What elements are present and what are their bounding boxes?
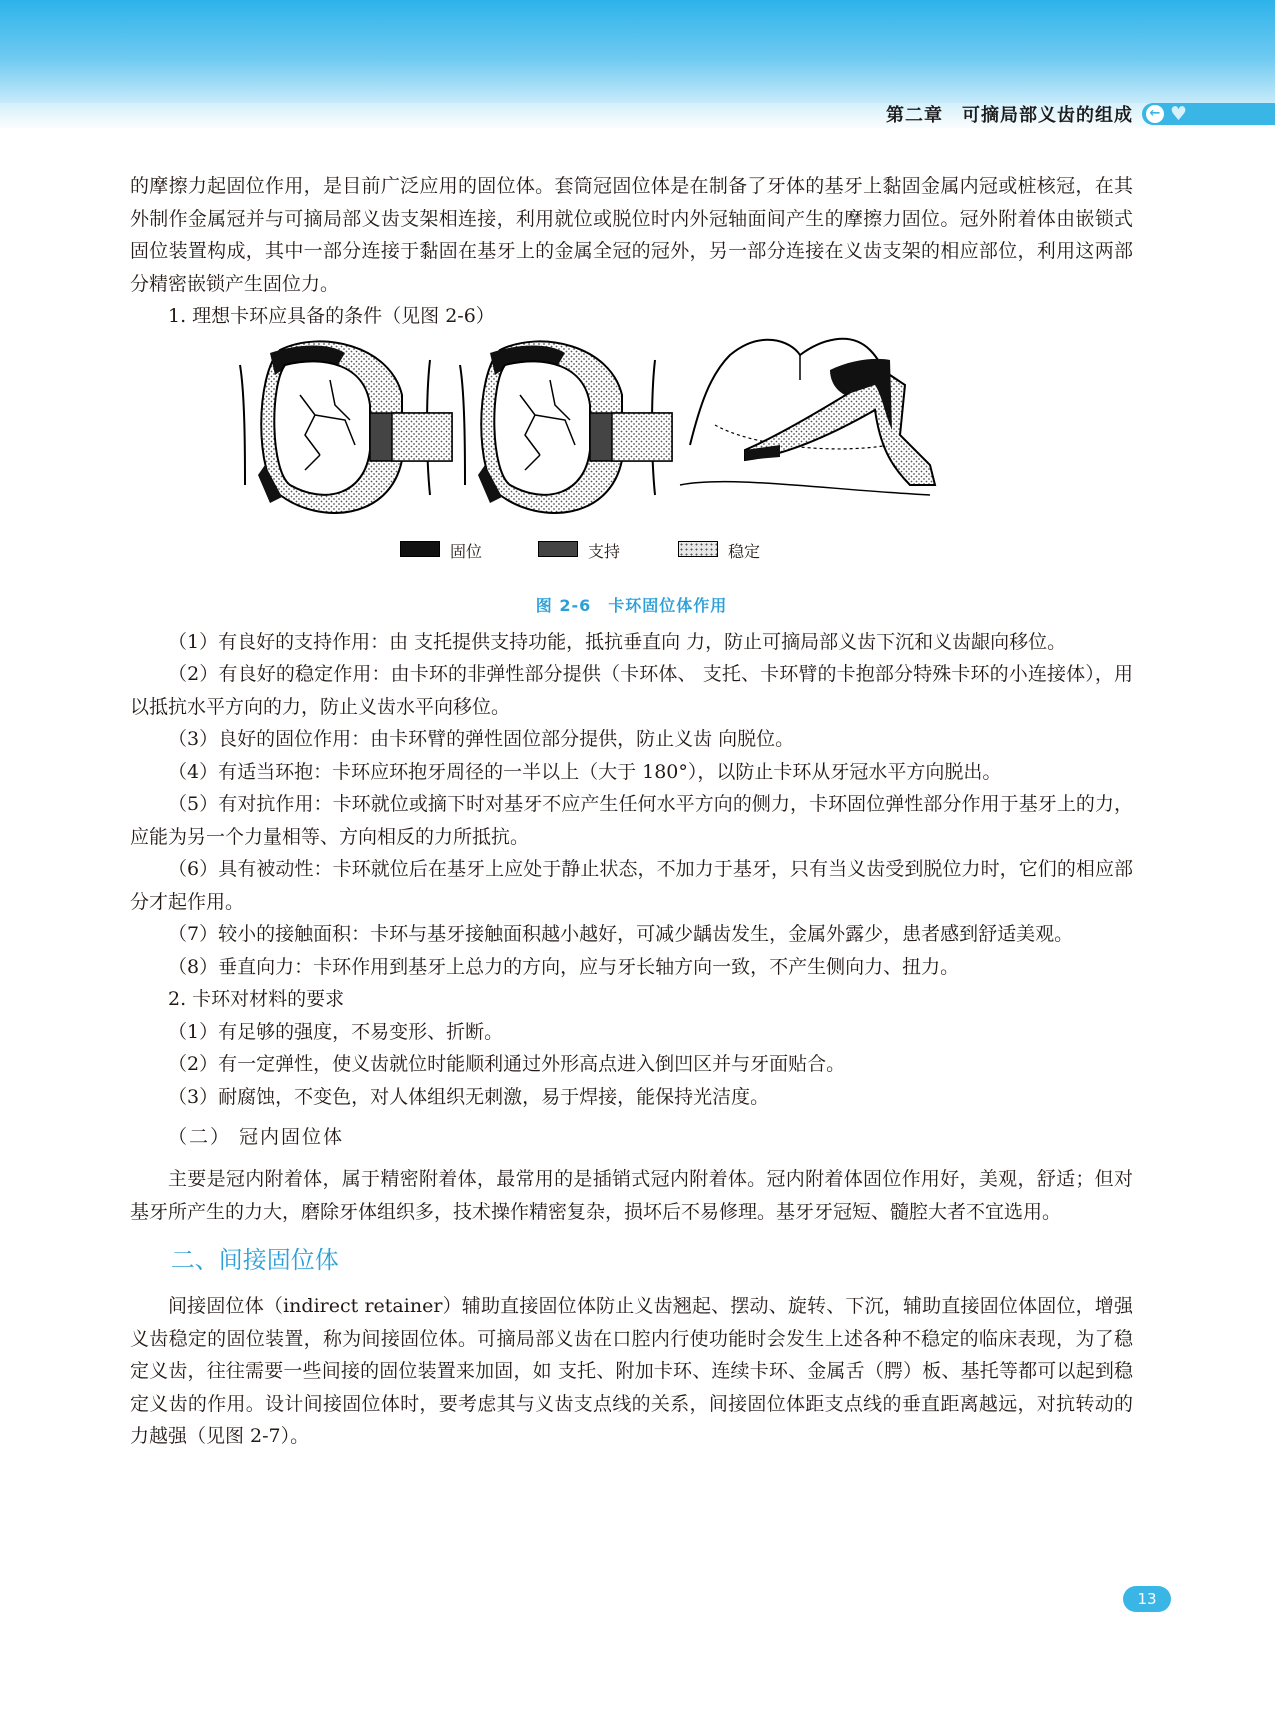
- list-heading-materials: 2. 卡环对材料的要求: [168, 988, 345, 1010]
- list-item: （2）有良好的稳定作用：由卡环的非弹性部分提供（卡环体、 支托、卡环臂的卡抱部分特殊卡环的小连接体），用以抵抗水平方向的力，防止义齿水平向移位。: [130, 663, 1133, 718]
- legend-label-support: 支持: [588, 541, 621, 561]
- list-item: （3）耐腐蚀，不变色，对人体组织无刺激，易于焊接，能保持光洁度。: [168, 1085, 770, 1108]
- list-item: （1）有良好的支持作用：由 支托提供支持功能，抵抗垂直向 力，防止可摘局部义齿下沉和义齿龈向移位。: [168, 630, 1067, 653]
- tooth-side-view: [680, 338, 935, 494]
- tooth-diagram-1: [240, 341, 452, 513]
- legend-swatch-support: [538, 541, 578, 557]
- paragraph-friction: 的摩擦力起固位作用，是目前广泛应用的固位体。套筒冠固位体是在制备了牙体的基牙上黏固金属内冠或桩核冠，在其外制作金属冠并与可摘局部义齿支架相连接，利用就位或脱位时内外冠轴面间产生的摩擦力固位。冠外附着体由嵌锁式固位装置构成，其中一部分连接于黏固在基牙上的金属全冠的冠外，另一部分连接在义齿支架的相应部位，利用这两部分精密嵌锁产生固位力。: [130, 175, 1133, 295]
- figure-caption: 图 2-6 卡环固位体作用: [535, 595, 728, 615]
- subheading-intracoronal: （二） 冠内固位体: [168, 1126, 345, 1148]
- list-heading-clasp-conditions: 1. 理想卡环应具备的条件（见图 2-6）: [168, 305, 495, 327]
- section-heading-indirect-retainer: 二、间接固位体: [170, 1246, 339, 1274]
- legend-label-retention: 固位: [450, 541, 483, 561]
- back-arrow-icon[interactable]: ←: [1146, 105, 1164, 123]
- list-item: （6）具有被动性：卡环就位后在基牙上应处于静止状态，不加力于基牙，只有当义齿受到脱位力时，它们的相应部分才起作用。: [130, 858, 1133, 913]
- chapter-title: 第二章 可摘局部义齿的组成: [886, 105, 1133, 126]
- heart-icon: ♥: [1170, 103, 1188, 125]
- tooth-diagram-2: [460, 341, 672, 513]
- legend-swatch-stability: [678, 541, 718, 557]
- list-item: （1）有足够的强度，不易变形、折断。: [168, 1020, 504, 1043]
- paragraph-intracoronal: 主要是冠内附着体，属于精密附着体，最常用的是插销式冠内附着体。冠内附着体固位作用好，美观，舒适；但对基牙所产生的力大，磨除牙体组织多，技术操作精密复杂，损坏后不易修理。基牙牙冠短、髓腔大者不宜选用。: [130, 1168, 1133, 1223]
- paragraph-indirect-retainer: 间接固位体（indirect retainer）辅助直接固位体防止义齿翘起、摆动、旋转、下沉，辅助直接固位体固位，增强义齿稳定的固位装置，称为间接固位体。可摘局部义齿在口腔内行使功能时会发生上述各种不稳定的临床表现，为了稳定义齿，往往需要一些间接的固位装置来加固，如 支托、附加卡环、连续卡环、金属舌（腭）板、基托等都可以起到稳定义齿的作用。设计间接固位体时，要考虑其与义齿支点线的关系，间接固位体距支点线的垂直距离越远，对抗转动的力越强（见图 2-7）。: [130, 1295, 1133, 1447]
- list-item: （7）较小的接触面积：卡环与基牙接触面积越小越好，可减少龋齿发生，金属外露少，患者感到舒适美观。: [168, 923, 1074, 945]
- list-item: （4）有适当环抱：卡环应环抱牙周径的一半以上（大于 180°），以防止卡环从牙冠水平方向脱出。: [168, 760, 1002, 783]
- list-item: （8）垂直向力：卡环作用到基牙上总力的方向，应与牙长轴方向一致，不产生侧向力、扭力。: [168, 955, 960, 978]
- page-content: [130, 170, 1133, 1453]
- figure-clasp-function: [130, 335, 1133, 585]
- clasp-diagram: [130, 335, 1133, 535]
- legend-label-stability: 稳定: [728, 541, 761, 561]
- page-number: 13: [1123, 1586, 1171, 1612]
- list-item: （3）良好的固位作用：由卡环臂的弹性固位部分提供，防止义齿 向脱位。: [168, 728, 795, 750]
- list-item: （2）有一定弹性，使义齿就位时能顺利通过外形高点进入倒凹区并与牙面贴合。: [168, 1053, 846, 1075]
- legend-swatch-retention: [400, 541, 440, 557]
- list-item: （5）有对抗作用：卡环就位或摘下时对基牙不应产生任何水平方向的侧力，卡环固位弹性部分作用于基牙上的力，应能为另一个力量相等、方向相反的力所抵抗。: [130, 793, 1133, 848]
